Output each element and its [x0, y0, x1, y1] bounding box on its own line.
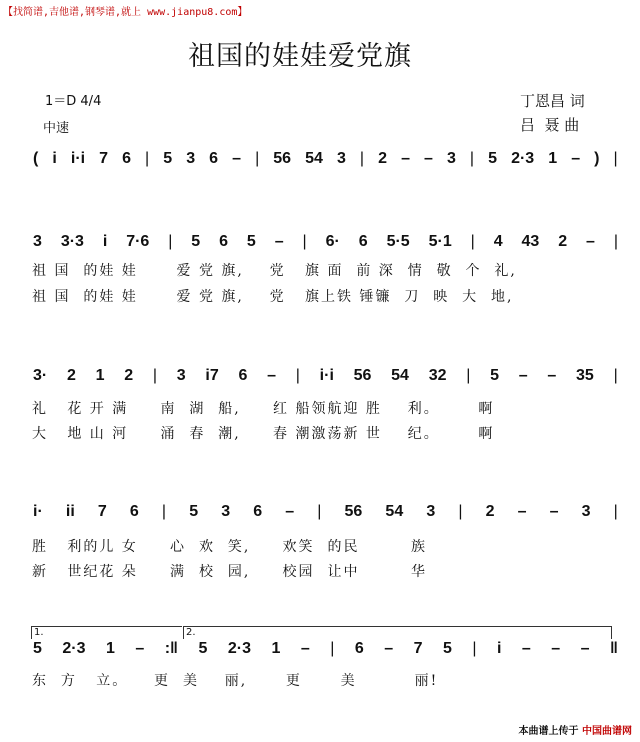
note: 56	[273, 150, 292, 167]
notes-line-1	[33, 233, 618, 251]
barline: |	[458, 503, 463, 520]
lyrics-3-verse-2: 新 世纪花 朵 满 校 园, 校园 让中 华	[32, 564, 428, 580]
barline: |	[470, 233, 475, 250]
note: 2·3	[511, 150, 535, 167]
barline: |	[330, 640, 335, 657]
note: –	[518, 367, 528, 384]
tempo-marking: 中速	[43, 121, 70, 136]
note: 4	[493, 233, 503, 250]
note: i·i	[319, 367, 334, 384]
note: 6	[209, 150, 219, 167]
note: 1	[95, 367, 105, 384]
note: –	[521, 640, 531, 657]
note: 7·6	[126, 233, 150, 250]
barline: |	[255, 150, 260, 167]
note: 2	[378, 150, 388, 167]
note: 2	[124, 367, 134, 384]
note: ii	[65, 503, 75, 520]
song-title: 祖国的娃娃爱党旗	[188, 41, 412, 72]
note: 6	[354, 640, 364, 657]
note: 2·3	[62, 640, 86, 657]
note: 2	[485, 503, 495, 520]
note: i·	[33, 503, 43, 520]
note: 5	[488, 150, 498, 167]
note: 6·	[325, 233, 340, 250]
footer-brand-logo: 中国曲谱网	[582, 726, 632, 737]
note: –	[549, 503, 559, 520]
note: 1	[548, 150, 558, 167]
lyrics-3-verse-1: 胜 利的儿 女 心 欢 笑, 欢笑 的民 族	[32, 539, 428, 555]
note: 5	[442, 640, 452, 657]
barline: |	[168, 233, 173, 250]
note: 3	[33, 233, 42, 250]
note: 6	[238, 367, 248, 384]
note: 3·3	[60, 233, 84, 250]
note: 5	[490, 367, 500, 384]
notes-line-4	[33, 640, 618, 658]
note: 6	[122, 150, 131, 167]
barline: :‖	[164, 640, 179, 657]
note: i	[496, 640, 502, 657]
note: 35	[576, 367, 594, 384]
note: 5	[191, 233, 201, 250]
barline: ‖	[610, 640, 618, 657]
barline: |	[295, 367, 300, 384]
notes-line-2	[33, 367, 618, 385]
note: 1	[105, 640, 115, 657]
lyrics-2-verse-2: 大 地 山 河 涌 春 潮, 春 潮激荡新 世 纪。 啊	[32, 426, 495, 442]
barline: |	[466, 367, 471, 384]
note: 3	[581, 503, 591, 520]
barline: |	[472, 640, 477, 657]
barline: |	[613, 503, 618, 520]
note: 3	[221, 503, 231, 520]
intro-notes	[33, 150, 618, 168]
note: –	[517, 503, 527, 520]
composer: 吕 聂 曲	[520, 116, 580, 134]
note: 5	[163, 150, 173, 167]
note: 2	[558, 233, 568, 250]
barline: |	[359, 150, 365, 167]
notes-line-3	[33, 503, 618, 521]
note: –	[424, 150, 433, 167]
note: –	[547, 367, 557, 384]
note: 3	[336, 150, 346, 167]
barline: |	[613, 367, 618, 384]
note: 7	[97, 503, 107, 520]
note: i	[102, 233, 108, 250]
volta-1: 1.	[31, 626, 182, 639]
note: 32	[428, 367, 447, 384]
note: 6	[253, 503, 263, 520]
note: –	[300, 640, 310, 657]
lyricist: 丁恩昌 词	[520, 92, 585, 110]
note: –	[401, 150, 410, 167]
lyrics-1-verse-1: 祖 国 的娃 娃 爱 党 旗, 党 旗 面 前 深 情 敬 个 礼,	[32, 263, 517, 279]
note: 3	[176, 367, 186, 384]
note: 6	[358, 233, 368, 250]
note: 54	[305, 150, 323, 167]
note: 56	[353, 367, 372, 384]
note: –	[586, 233, 595, 250]
note: 2	[66, 367, 76, 384]
note: –	[274, 233, 284, 250]
note: 5	[33, 640, 42, 657]
note: (	[33, 150, 39, 167]
note: 5·1	[428, 233, 452, 250]
note: 3	[446, 150, 456, 167]
lyrics-4: 东 方 立。 更 美 丽, 更 美 丽!	[32, 673, 439, 689]
note: i7	[205, 367, 219, 384]
note: 3	[186, 150, 196, 167]
key-signature: 1＝D 4/4	[45, 94, 102, 109]
note: –	[232, 150, 242, 167]
note: 43	[521, 233, 540, 250]
note: 5	[189, 503, 199, 520]
note: 54	[391, 367, 409, 384]
barline: |	[469, 150, 475, 167]
barline: |	[613, 233, 618, 250]
barline: |	[317, 503, 322, 520]
note: 3·	[33, 367, 48, 384]
note: 2·3	[227, 640, 251, 657]
lyrics-2-verse-1: 礼 花 开 满 南 湖 船, 红 船领航迎 胜 利。 啊	[32, 401, 495, 417]
note: –	[267, 367, 277, 384]
note: i·i	[70, 150, 86, 167]
note: –	[580, 640, 590, 657]
note: i	[52, 150, 57, 167]
note: 5·5	[386, 233, 410, 250]
note: –	[285, 503, 295, 520]
note: –	[135, 640, 145, 657]
note: 5	[246, 233, 256, 250]
note: 56	[344, 503, 363, 520]
note: –	[571, 150, 581, 167]
note: 7	[413, 640, 423, 657]
note: 7	[99, 150, 109, 167]
barline: |	[161, 503, 167, 520]
volta-2: 2.	[183, 626, 612, 639]
barline: |	[302, 233, 307, 250]
note: 54	[385, 503, 404, 520]
note: 5	[198, 640, 208, 657]
note: 6	[219, 233, 229, 250]
note: –	[384, 640, 394, 657]
site-banner[interactable]: 【找简谱,吉他谱,钢琴谱,就上 www.jianpu8.com】	[3, 7, 248, 18]
note: )	[594, 150, 600, 167]
note: 3	[426, 503, 436, 520]
footer-text: 本曲谱上传于	[518, 726, 579, 737]
barline: |	[145, 150, 150, 167]
barline: |	[152, 367, 158, 384]
lyrics-1-verse-2: 祖 国 的娃 娃 爱 党 旗, 党 旗上铁 锤镰 刀 映 大 地,	[32, 289, 514, 305]
barline: |	[613, 150, 618, 167]
note: –	[551, 640, 561, 657]
note: 6	[129, 503, 139, 520]
note: 1	[271, 640, 281, 657]
footer-credit[interactable]	[519, 722, 632, 737]
